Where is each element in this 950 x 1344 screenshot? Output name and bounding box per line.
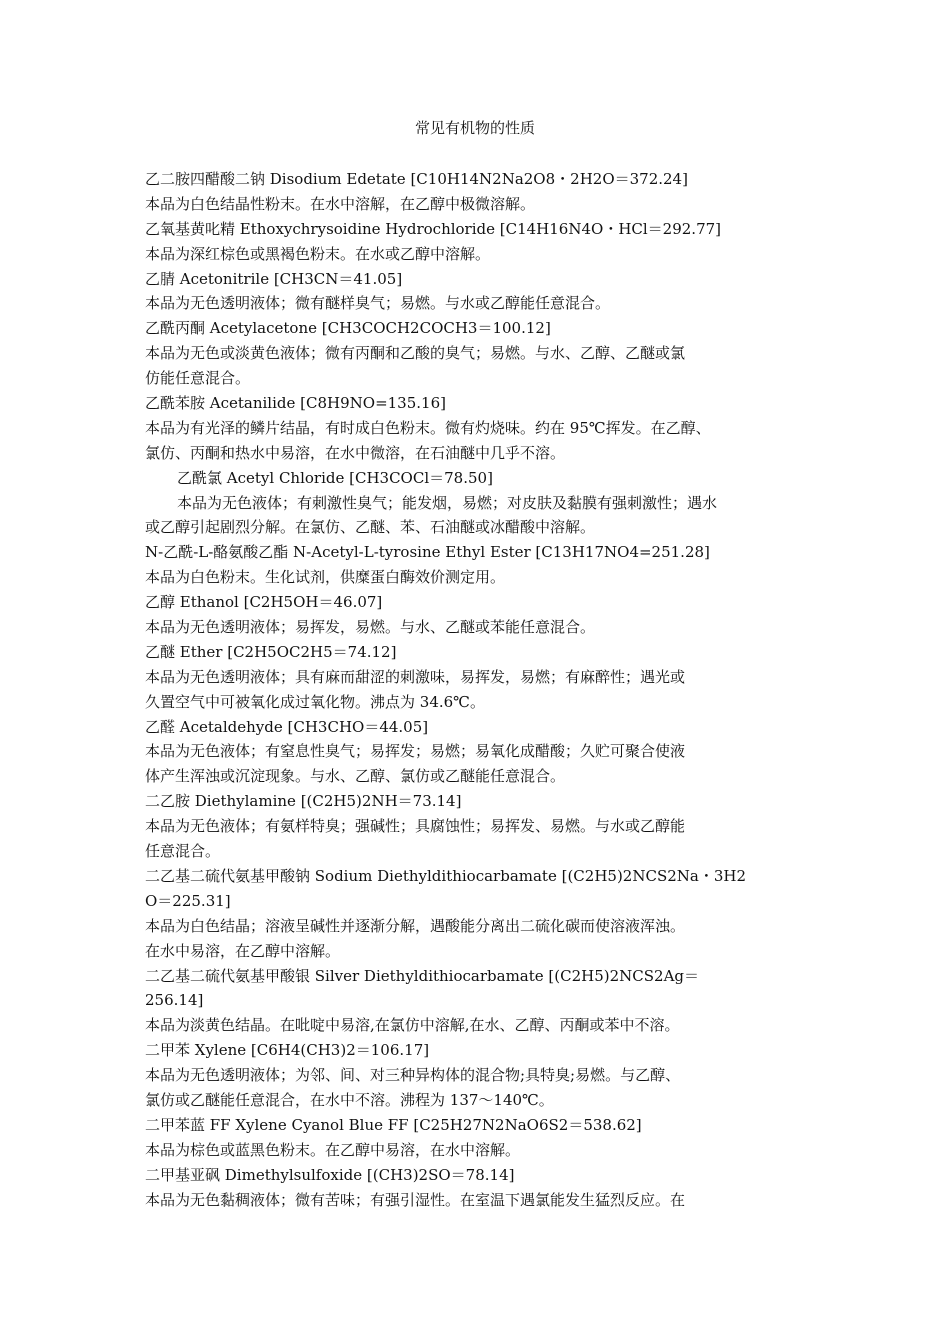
text-line: 本品为无色透明液体；具有麻而甜涩的刺激味，易挥发，易燃；有麻醉性；遇光或 [145,667,686,686]
text-line: 久置空气中可被氧化成过氧化物。沸点为 34.6℃。 [145,692,485,711]
text-line: 本品为无色透明液体；微有醚样臭气；易燃。与水或乙醇能任意混合。 [145,294,611,313]
text-line: 本品为无色液体；有氨样特臭；强碱性；具腐蚀性；易挥发、易燃。与水或乙醇能 [145,817,686,836]
text-line: 乙醛 Acetaldehyde [CH3CHO＝44.05] [145,717,429,736]
text-line: 仿能任意混合。 [145,369,251,388]
text-line: 二甲基亚砜 Dimethylsulfoxide [(CH3)2SO＝78.14] [145,1165,515,1184]
document-title: 常见有机物的性质 [414,119,535,137]
text-line: 乙二胺四醋酸二钠 Disodium Edetate [C10H14N2Na2O8・2H2O＝372.24] [145,170,688,188]
text-line: 或乙醇引起剧烈分解。在氯仿、乙醚、苯、石油醚或冰醋酸中溶解。 [145,518,596,537]
text-line: 乙醚 Ether [C2H5OC2H5＝74.12] [145,642,397,661]
text-line: 本品为白色粉末。生化试剂，供糜蛋白酶效价测定用。 [145,568,506,587]
text-line: 在水中易溶，在乙醇中溶解。 [145,941,341,960]
text-line: 乙酰氯 Acetyl Chloride [CH3COCl＝78.50] [177,468,493,487]
text-line: 本品为无色透明液体；易挥发，易燃。与水、乙醚或苯能任意混合。 [145,618,596,637]
text-line: 本品为无色或淡黄色液体；微有丙酮和乙酸的臭气；易燃。与水、乙醇、乙醚或氯 [145,344,686,363]
text-line: 本品为无色透明液体；为邻、间、对三种异构体的混合物;具特臭;易燃。与乙醇、 [145,1066,681,1085]
text-line: O＝225.31] [145,891,231,910]
text-line: 二乙胺 Diethylamine [(C2H5)2NH＝73.14] [145,792,462,811]
text-line: 二乙基二硫代氨基甲酸钠 Sodium Diethyldithiocarbamate [(C2H5)2NCS2Na・3H2 [145,866,747,885]
text-line: 氯仿、丙酮和热水中易溶，在水中微溶，在石油醚中几乎不溶。 [145,443,566,462]
text-line: 256.14] [145,991,204,1010]
text-line: 二甲苯蓝 FF Xylene Cyanol Blue FF [C25H27N2NaO6S2＝538.62] [145,1115,642,1134]
text-line: N-乙酰-L-酪氨酸乙酯 N-Acetyl-L-tyrosine Ethyl Ester [C13H17NO4=251.28] [145,543,710,562]
text-line: 本品为白色结晶；溶液呈碱性并逐渐分解，遇酸能分离出二硫化碳而使溶液浑浊。 [145,916,686,935]
text-line: 本品为无色液体；有刺激性臭气；能发烟，易燃；对皮肤及黏膜有强刺激性；遇水 [177,493,718,512]
document-body [145,167,785,1212]
text-line: 本品为深红棕色或黑褐色粉末。在水或乙醇中溶解。 [145,244,491,263]
text-line: 乙酰丙酮 Acetylacetone [CH3COCH2COCH3＝100.12] [145,319,551,338]
text-line: 本品为有光泽的鳞片结晶，有时成白色粉末。微有灼烧味。约在 95℃挥发。在乙醇、 [145,418,711,437]
text-line: 乙氧基黄叱精 Ethoxychrysoidine Hydrochloride [C14H16N4O・HCl＝292.77] [145,219,722,238]
text-line: 氯仿或乙醚能任意混合，在水中不溶。沸程为 137～140℃。 [145,1090,554,1109]
text-line: 本品为棕色或蓝黑色粉末。在乙醇中易溶，在水中溶解。 [145,1140,521,1159]
text-line: 二甲苯 Xylene [C6H4(CH3)2＝106.17] [145,1041,430,1060]
text-line: 任意混合。 [145,842,221,861]
text-line: 乙酰苯胺 Acetanilide [C8H9NO=135.16] [145,394,446,413]
text-line: 二乙基二硫代氨基甲酸银 Silver Diethyldithiocarbamate [(C2H5)2NCS2Ag＝ [145,966,700,985]
text-line: 本品为淡黄色结晶。在吡啶中易溶,在氯仿中溶解,在水、乙醇、丙酮或苯中不溶。 [145,1016,680,1035]
text-line: 乙醇 Ethanol [C2H5OH＝46.07] [145,593,383,612]
text-line: 体产生浑浊或沉淀现象。与水、乙醇、氯仿或乙醚能任意混合。 [145,767,566,786]
text-line: 本品为白色结晶性粉末。在水中溶解，在乙醇中极微溶解。 [145,194,536,213]
text-line: 乙腈 Acetonitrile [CH3CN＝41.05] [145,269,403,288]
text-line: 本品为无色黏稠液体；微有苦味；有强引湿性。在室温下遇氯能发生猛烈反应。在 [145,1190,686,1209]
text-line: 本品为无色液体；有窒息性臭气；易挥发；易燃；易氧化成醋酸；久贮可聚合使液 [145,742,686,761]
